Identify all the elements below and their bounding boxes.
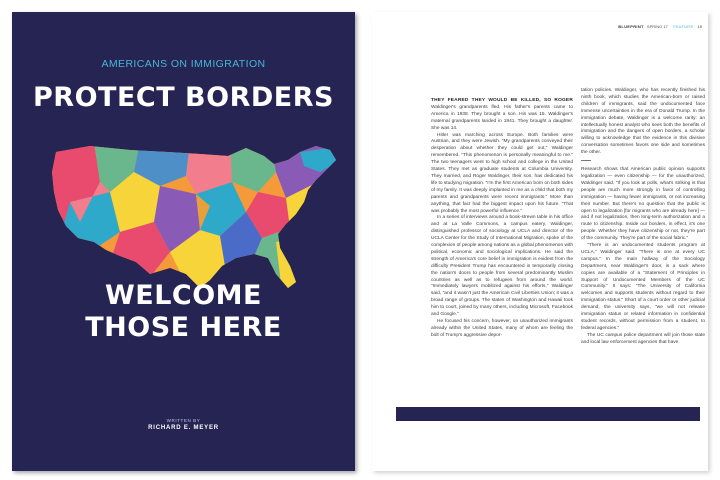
- folio-season: SPRING 17: [646, 24, 668, 29]
- folio-section: FEATURE: [672, 24, 694, 29]
- article-paragraph: tation policies. Waldinger, who has recently finished his ninth book, which studies the American-born or raised children of immigrants, said the undocumented face immense uncertainties in the era of Donald Trump. In the immigration debate, Waldinger is a welcome rarity: an intellectually honest analyst who sees both the benefits of immigration and the dangers of open borders, a scholar willing to acknowledge that the evidence in this divisive conversation sometimes favors one side and sometimes the other.: [581, 88, 705, 156]
- article-paragraph: In a series of interviews around a book-strewn table in his office and at La Valle Commons, a campus eatery, Waldinger, distinguished professor of sociology at UCLA and director of the UCLA Center for the Study of International Migration, spoke of the complexion of people among nations as a global phenomenon with political, economic and sociological implications. He said the strength of America's core belief in immigration is evident from the difficulty President Trump has encountered in temporarily closing the nation's doors to people from several predominantly Muslim countries as well as to refugees from around the world. "Immediately lawyers mobilized against his efforts," Waldinger said, "and it wasn't just the American Civil Liberties Union; it was a broad range of groups. The states of Washington and Hawaii took him to court, joined by many others, including Microsoft, Facebook and Google.": [431, 215, 573, 318]
- headline-line-welcome: WELCOME: [104, 280, 262, 311]
- article-paragraph: Hitler was marching across Europe. Both families were Austrian, and they were Jewish. "My grandparents conveyed their desperation about whether they could get out," Waldinger remembered. "This phenomenon is personally meaningful to me." The two teenagers went to high school and college in the United States. They met as graduate students at Columbia University. They married, and Roger Waldinger, their son, has dedicated his life to studying migration. "I'm the first American born on both sides of my family. It was deeply implanted in me as a child that both my parents and grandparents were recent immigrants." More than anything, that fact had the biggest impact upon his future. "That was probably the most powerful influence.": [431, 132, 573, 214]
- article-column-right: [581, 88, 705, 347]
- headline-protect-borders: PROTECT BORDERS: [33, 82, 334, 113]
- section-divider: [581, 160, 591, 161]
- folio: [618, 24, 702, 29]
- byline-author: RICHARD E. MEYER: [148, 425, 219, 431]
- navy-footer-bar: [396, 407, 700, 421]
- article-lead-in: THEY FEARED THEY WOULD BE KILLED, SO ROGER: [431, 98, 573, 103]
- folio-brand: BLUEPRINT: [618, 24, 644, 29]
- article-paragraph: Research shows that American public opinion supports legalization — even citizenship — for the unauthorized, Waldinger said. "If you look at polls, what's striking is that people are much more strongly in favor of controlling immigration — having fewer immigrants, or not increasing their number. But there's no question that the public is open to legalization [for migrants who are already here] — and if not legalization, then long-term authorization and a route to citizenship. Inside our borders, in effect, it's one people. Whether they have citizenship or not, they're part of the community. They're part of the social fabric.": [581, 167, 705, 242]
- kicker: AMERICANS ON IMMIGRATION: [101, 58, 266, 70]
- article-paragraph: The UC campus police department will join those state and local law enforcement agencies that have: [581, 332, 705, 345]
- headline-line-those-here: THOSE HERE: [85, 312, 282, 343]
- us-map-illustration: [50, 142, 346, 292]
- article-paragraph: He focused his concern, however, on unauthorized immigrants already within the United States, many of whom are feeling the bolt of Trump's aggressive depor-: [431, 319, 573, 338]
- byline-label: WRITTEN BY: [166, 418, 201, 423]
- article-paragraph: "There is an undocumented students program at UCLA," Waldinger said. "There is one at every UC campus." In the main hallway of the Sociology Department, near Waldinger's door, is a sack where copies are available of a "Statement of Principles in Support of Undocumented Members of the UC Community." It says: "The University of California welcomes and supports students without regard to their immigration status." Short of a court order or other judicial demand, the university says, "we will not release immigration status or related information in confidential student records, without permission from a student, to federal agencies.": [581, 243, 705, 331]
- article-paragraph: Waldinger's grandparents fled. His father's parents came to America in 1938. They brought a son. His was 15. Waldinger's maternal grandparents landed in 1941. They brought a daughter. She was 14.: [431, 104, 573, 131]
- headline-welcome-those-here: [12, 280, 355, 344]
- left-page: [12, 12, 355, 471]
- folio-page-number: 19: [697, 24, 702, 29]
- article-column-left: [431, 98, 573, 340]
